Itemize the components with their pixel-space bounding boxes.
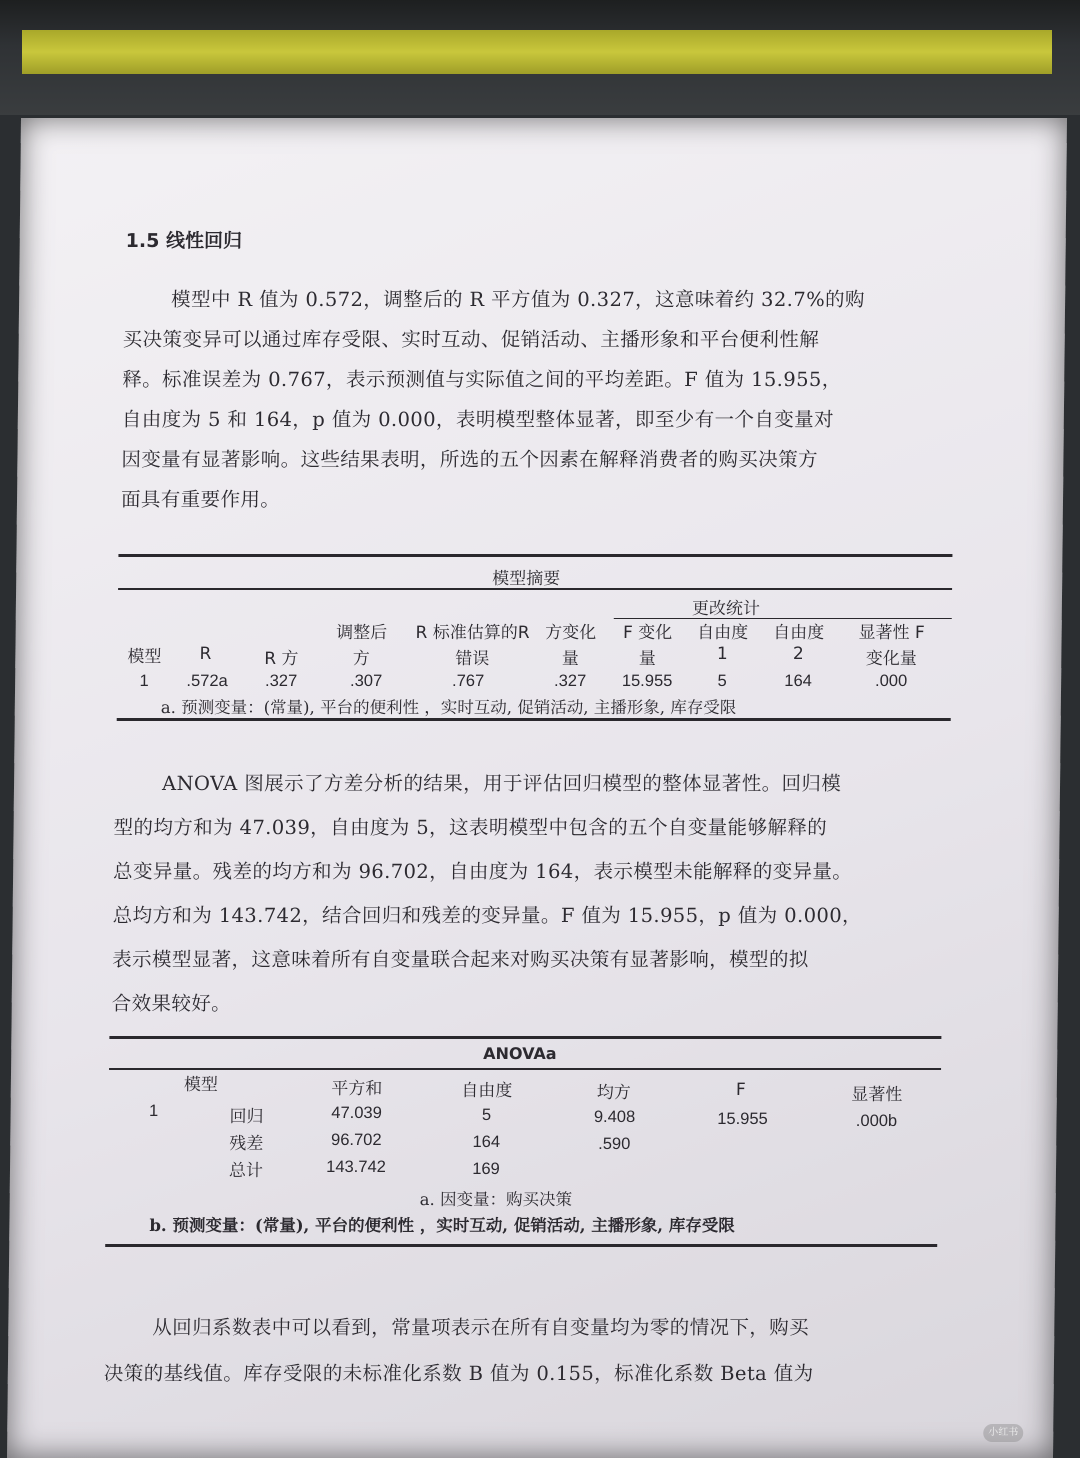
paragraph-line: 总变异量。残差的均方和为 96.702，自由度为 164，表示模型未能解释的变异量。 [113,860,853,883]
paragraph-line: 面具有重要作用。 [120,488,281,511]
paragraph-line: 因变量有显著影响。这些结果表明，所选的五个因素在解释消费者的购买决策方 [121,448,819,471]
table-cell: .307 [349,672,383,690]
row-label: 回归 [229,1107,264,1127]
paragraph-line: ANOVA 图展示了方差分析的结果，用于评估回归模型的整体显著性。回归模 [161,772,842,795]
table-cell: 9.408 [593,1108,636,1126]
table-cell: 143.742 [326,1158,386,1176]
table-cell: 15.955 [717,1110,768,1128]
header-f-change-2: 量 [638,649,656,669]
table-cell: 15.955 [621,672,673,690]
table-bottom-rule [105,1244,937,1247]
table-cell: 5 [717,672,727,690]
table-footnote: a. 预测变量：(常量), 平台的便利性 ，实时互动, 促销活动, 主播形象, 库存受限 [160,698,737,717]
header-f: F [735,1080,746,1100]
table-cell: 5 [481,1106,492,1124]
paragraph-line: 表示模型显著，这意味着所有自变量联合起来对购买决策有显著影响，模型的拟 [112,948,809,971]
table-cell: 96.702 [330,1131,382,1149]
paragraph-line: 释。标准误差为 0.767，表示预测值与实际值之间的平均差距。F 值为 15.955， [122,368,842,391]
table-cell: .590 [598,1135,631,1153]
paragraph-line: 自由度为 5 和 164，p 值为 0.000，表明模型整体显著，即至少有一个自变量对 [121,408,835,431]
table-bottom-rule [117,718,951,721]
table-cell: 169 [472,1160,500,1178]
table-caption: ANOVAa [483,1044,557,1063]
header-sig-f-change: 显著性 F [858,623,925,643]
header-df1-2: 1 [716,644,728,664]
header-df: 自由度 [461,1081,513,1101]
header-model: 模型 [127,647,162,667]
table-cell: 47.039 [331,1104,382,1122]
model-number: 1 [148,1102,159,1120]
table-top-rule [118,554,952,557]
header-f-change: F 变化 [622,623,673,643]
table-cell: .000b [855,1112,898,1130]
header-std-error-2: 错误 [455,649,490,669]
table-footnote-b: b. 预测变量：(常量), 平台的便利性 ，实时互动, 促销活动, 主播形象, 库存受限 [149,1216,735,1235]
table-cell: .327 [264,672,298,690]
table-group-header: 更改统计 [691,599,760,619]
row-label: 总计 [228,1161,264,1181]
top-color-strip [22,30,1052,74]
paragraph-line: 决策的基线值。库存受限的未标准化系数 B 值为 0.155，标准化系数 Beta 值为 [103,1362,814,1385]
paragraph-line: 模型中 R 值为 0.572，调整后的 R 平方值为 0.327，这意味着约 32.7%的购 [170,288,865,311]
paragraph-line: 合效果较好。 [111,992,232,1015]
table-cell: .767 [451,672,485,690]
table-cell: 164 [784,672,812,690]
table-cell: 1 [139,672,149,690]
header-r-change-2: 量 [561,649,579,669]
paragraph-line: 型的均方和为 47.039，自由度为 5，这表明模型中包含的五个自变量能够解释的 [113,816,828,839]
watermark-logo: 小红书 [983,1424,1023,1442]
header-df2: 自由度 [773,623,825,643]
header-adjusted: 调整后 [336,623,388,643]
table-cell: .000 [874,672,908,690]
header-df1: 自由度 [697,623,749,643]
row-label: 残差 [229,1134,264,1154]
paragraph-line: 总均方和为 143.742，结合回归和残差的变异量。F 值为 15.955，p 值为 0.000， [112,904,863,927]
header-r: R [199,644,212,664]
header-model: 模型 [183,1075,218,1095]
table-caption: 模型摘要 [492,569,561,589]
table-rule [109,1068,941,1070]
table-top-rule [109,1036,941,1039]
table-cell: .572a [186,672,228,690]
header-std-error: R 标准估算的R [415,623,530,643]
header-df2-2: 2 [792,644,804,664]
header-r-square: R 方 [264,649,299,669]
table-footnote-a: a. 因变量：购买决策 [419,1190,573,1209]
document-page [7,118,1067,1458]
header-significance: 显著性 [851,1085,903,1105]
header-r-change: 方变化 [545,623,597,643]
header-sig-f-change-2: 变化量 [865,649,917,669]
header-sum-of-squares: 平方和 [331,1079,383,1099]
paragraph-line: 从回归系数表中可以看到，常量项表示在所有自变量均为零的情况下，购买 [152,1316,810,1339]
table-rule [118,588,952,590]
section-title: 1.5 线性回归 [125,230,243,252]
table-cell: 164 [472,1133,501,1151]
header-mean-square: 均方 [596,1083,631,1103]
table-cell: .327 [553,672,587,690]
header-adjusted-2: 方 [352,649,370,669]
paragraph-line: 买决策变异可以通过库存受限、实时互动、促销活动、主播形象和平台便利性解 [122,328,820,351]
